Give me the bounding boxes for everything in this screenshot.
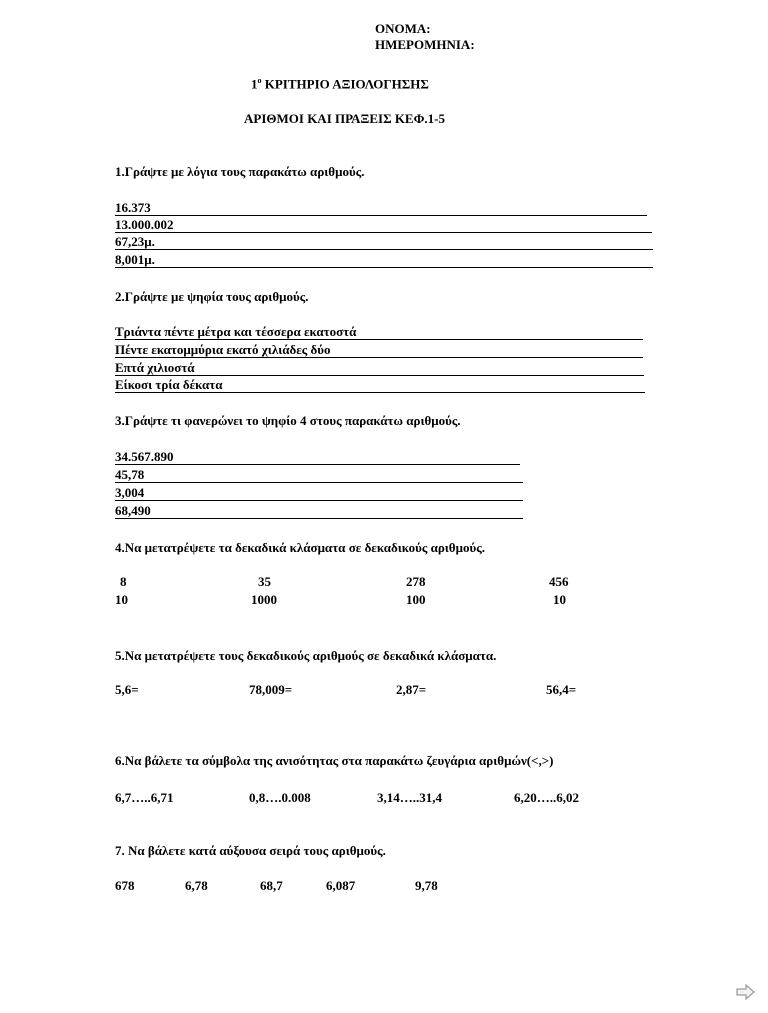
q2-answer-line[interactable]: Επτά χιλιοστά xyxy=(115,360,644,376)
q5-item: 56,4= xyxy=(546,682,577,697)
q6-item: 0,8….0.008 xyxy=(249,790,311,805)
q1-title: 1.Γράψτε με λόγια τους παρακάτω αριθμούς. xyxy=(115,164,365,179)
q6-item: 6,7…..6,71 xyxy=(115,790,174,805)
q7-title: 7. Να βάλετε κατά αύξουσα σειρά τους αριθμούς. xyxy=(115,843,386,858)
q1-answer-line[interactable]: 13.000.002 xyxy=(115,217,652,233)
q7-item: 6,087 xyxy=(326,878,356,893)
subtitle: ΑΡΙΘΜΟΙ ΚΑΙ ΠΡΑΞΕΙΣ ΚΕΦ.1-5 xyxy=(244,111,445,126)
q3-answer-line[interactable]: 68,490 xyxy=(115,503,523,519)
q7-item: 6,78 xyxy=(185,878,208,893)
q5-title: 5.Να μετατρέψετε τους δεκαδικούς αριθμούς σε δεκαδικά κλάσματα. xyxy=(115,648,497,663)
q2-title: 2.Γράψτε με ψηφία τους αριθμούς. xyxy=(115,289,309,304)
q6-item: 3,14…..31,4 xyxy=(377,790,442,805)
name-label: ΟΝΟΜΑ: xyxy=(375,21,431,36)
q3-answer-line[interactable]: 34.567.890 xyxy=(115,449,520,465)
q2-answer-line[interactable]: Είκοσι τρία δέκατα xyxy=(115,377,645,393)
q7-item: 68,7 xyxy=(260,878,283,893)
q3-answer-line[interactable]: 3,004 xyxy=(115,485,523,501)
fraction-numerator: 278 xyxy=(406,574,426,589)
q2-answer-line[interactable]: Πέντε εκατομμύρια εκατό χιλιάδες δύο xyxy=(115,342,643,358)
q3-title: 3.Γράψτε τι φανερώνει το ψηφίο 4 στους παρακάτω αριθμούς. xyxy=(115,413,461,428)
fraction-denominator: 100 xyxy=(406,592,426,607)
q1-answer-line[interactable]: 16.373 xyxy=(115,200,647,216)
q2-answer-line[interactable]: Τριάντα πέντε μέτρα και τέσσερα εκατοστά xyxy=(115,324,643,340)
q5-item: 78,009= xyxy=(249,682,293,697)
fraction-numerator: 35 xyxy=(258,574,271,589)
q6-item: 6,20…..6,02 xyxy=(514,790,579,805)
arrow-right-icon[interactable] xyxy=(736,984,756,1000)
test-title: $1^o$ ΚΡΙΤΗΡΙΟ ΑΞΙΟΛΟΓΗΣΗΣ xyxy=(251,76,429,92)
fraction-denominator: 1000 xyxy=(251,592,277,607)
q3-answer-line[interactable]: 45,78 xyxy=(115,467,523,483)
q1-answer-line[interactable]: 67,23μ. xyxy=(115,234,653,250)
date-label: ΗΜΕΡΟΜΗΝΙΑ: xyxy=(375,37,475,52)
fraction-numerator: 8 xyxy=(120,574,127,589)
fraction-denominator: 10 xyxy=(553,592,566,607)
q5-item: 2,87= xyxy=(396,682,427,697)
fraction-numerator: 456 xyxy=(549,574,569,589)
fraction-denominator: 10 xyxy=(115,592,128,607)
q5-item: 5,6= xyxy=(115,682,139,697)
q1-answer-line[interactable]: 8,001μ. xyxy=(115,252,653,268)
q7-item: 9,78 xyxy=(415,878,438,893)
q6-title: 6.Να βάλετε τα σύμβολα της ανισότητας στα παρακάτω ζευγάρια αριθμών(<,>) xyxy=(115,753,554,768)
q7-item: 678 xyxy=(115,878,135,893)
q4-title: 4.Να μετατρέψετε τα δεκαδικά κλάσματα σε δεκαδικούς αριθμούς. xyxy=(115,540,485,555)
